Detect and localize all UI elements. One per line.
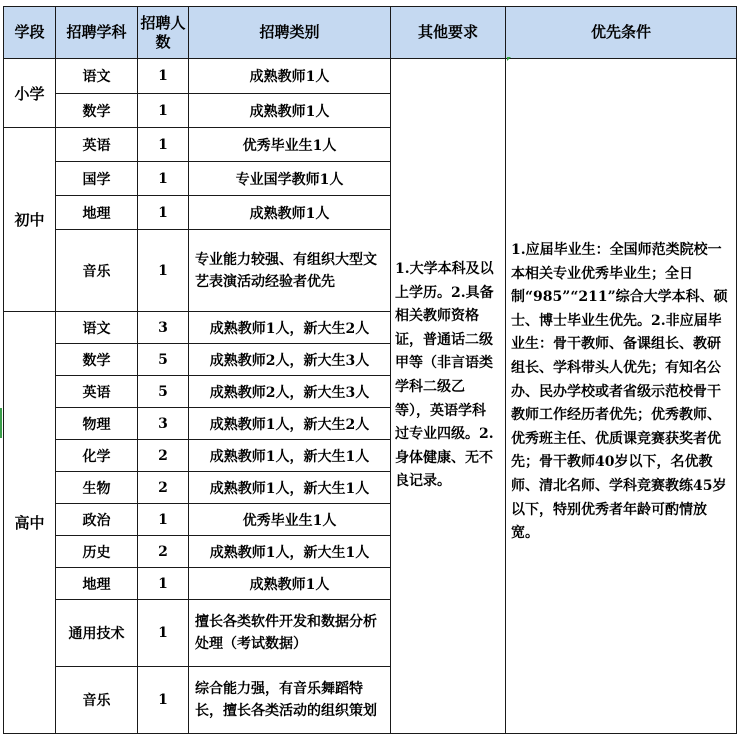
preference-cell: 1.应届毕业生：全国师范类院校一本相关专业优秀毕业生；全日制“985”“211”综合大学本科、硕士、博士毕业生优先。2.非应届毕业生：骨干教师、备课组长、教研组长、学科带头人优先；有知名公办、民办学校或者省级示范校骨干教师工作经历者优先；优秀教师、优秀班主任、优质课竞赛获奖者优先；骨干教师40岁以下，名优教师、清北名师、学科竞赛教练45岁以下，特别优秀者年龄可酌情放宽。: [506, 59, 737, 734]
count-cell: 1: [138, 94, 189, 128]
category-cell: 成熟教师1人: [189, 94, 391, 128]
category-cell: 成熟教师1人: [189, 196, 391, 230]
table-row: [4, 59, 737, 94]
stage-primary: 小学: [4, 59, 56, 128]
cell-comment-marker: [507, 57, 511, 61]
header-other-requirements: 其他要求: [391, 7, 506, 59]
header-subject: 招聘学科: [56, 7, 138, 59]
subject-cell: 音乐: [56, 230, 138, 312]
category-cell: 成熟教师1人，新大生1人: [189, 472, 391, 504]
header-row: [4, 7, 737, 59]
category-cell: 成熟教师2人，新大生3人: [189, 344, 391, 376]
count-cell: 1: [138, 128, 189, 162]
subject-cell: 国学: [56, 162, 138, 196]
category-cell: 优秀毕业生1人: [189, 504, 391, 536]
subject-cell: 语文: [56, 59, 138, 94]
category-cell: 专业能力较强、有组织大型文艺表演活动经验者优先: [189, 230, 391, 312]
count-cell: 2: [138, 440, 189, 472]
header-stage: 学段: [4, 7, 56, 59]
subject-cell: 化学: [56, 440, 138, 472]
count-cell: 5: [138, 344, 189, 376]
subject-cell: 数学: [56, 94, 138, 128]
subject-cell: 英语: [56, 376, 138, 408]
subject-cell: 音乐: [56, 667, 138, 734]
subject-cell: 历史: [56, 536, 138, 568]
category-cell: 擅长各类软件开发和数据分析处理（考试数据）: [189, 600, 391, 667]
stage-senior: 高中: [4, 312, 56, 734]
other-requirements-cell: 1.大学本科及以上学历。2.具备相关教师资格证，普通话二级甲等（非言语类学科二级乙等），英语学科过专业四级。2.身体健康、无不良记录。: [391, 59, 506, 734]
category-cell: 成熟教师1人: [189, 59, 391, 94]
stage-junior: 初中: [4, 128, 56, 312]
count-cell: 1: [138, 600, 189, 667]
category-cell: 成熟教师1人，新大生2人: [189, 408, 391, 440]
row-marker: [0, 408, 2, 438]
header-preference: 优先条件: [506, 7, 737, 59]
count-cell: 1: [138, 504, 189, 536]
category-cell: 优秀毕业生1人: [189, 128, 391, 162]
count-cell: 1: [138, 667, 189, 734]
count-cell: 5: [138, 376, 189, 408]
subject-cell: 地理: [56, 196, 138, 230]
count-cell: 1: [138, 196, 189, 230]
recruitment-table: [3, 6, 737, 734]
count-cell: 3: [138, 408, 189, 440]
category-cell: 成熟教师1人，新大生1人: [189, 440, 391, 472]
subject-cell: 政治: [56, 504, 138, 536]
count-cell: 2: [138, 536, 189, 568]
count-cell: 1: [138, 162, 189, 196]
category-cell: 成熟教师1人，新大生1人: [189, 536, 391, 568]
subject-cell: 语文: [56, 312, 138, 344]
count-cell: 2: [138, 472, 189, 504]
count-cell: 1: [138, 230, 189, 312]
count-cell: 3: [138, 312, 189, 344]
subject-cell: 物理: [56, 408, 138, 440]
subject-cell: 通用技术: [56, 600, 138, 667]
category-cell: 成熟教师1人，新大生2人: [189, 312, 391, 344]
subject-cell: 数学: [56, 344, 138, 376]
subject-cell: 地理: [56, 568, 138, 600]
subject-cell: 英语: [56, 128, 138, 162]
count-cell: 1: [138, 59, 189, 94]
category-cell: 成熟教师2人，新大生3人: [189, 376, 391, 408]
category-cell: 专业国学教师1人: [189, 162, 391, 196]
category-cell: 综合能力强，有音乐舞蹈特长，擅长各类活动的组织策划: [189, 667, 391, 734]
category-cell: 成熟教师1人: [189, 568, 391, 600]
count-cell: 1: [138, 568, 189, 600]
header-category: 招聘类别: [189, 7, 391, 59]
subject-cell: 生物: [56, 472, 138, 504]
header-count: 招聘人数: [138, 7, 189, 59]
